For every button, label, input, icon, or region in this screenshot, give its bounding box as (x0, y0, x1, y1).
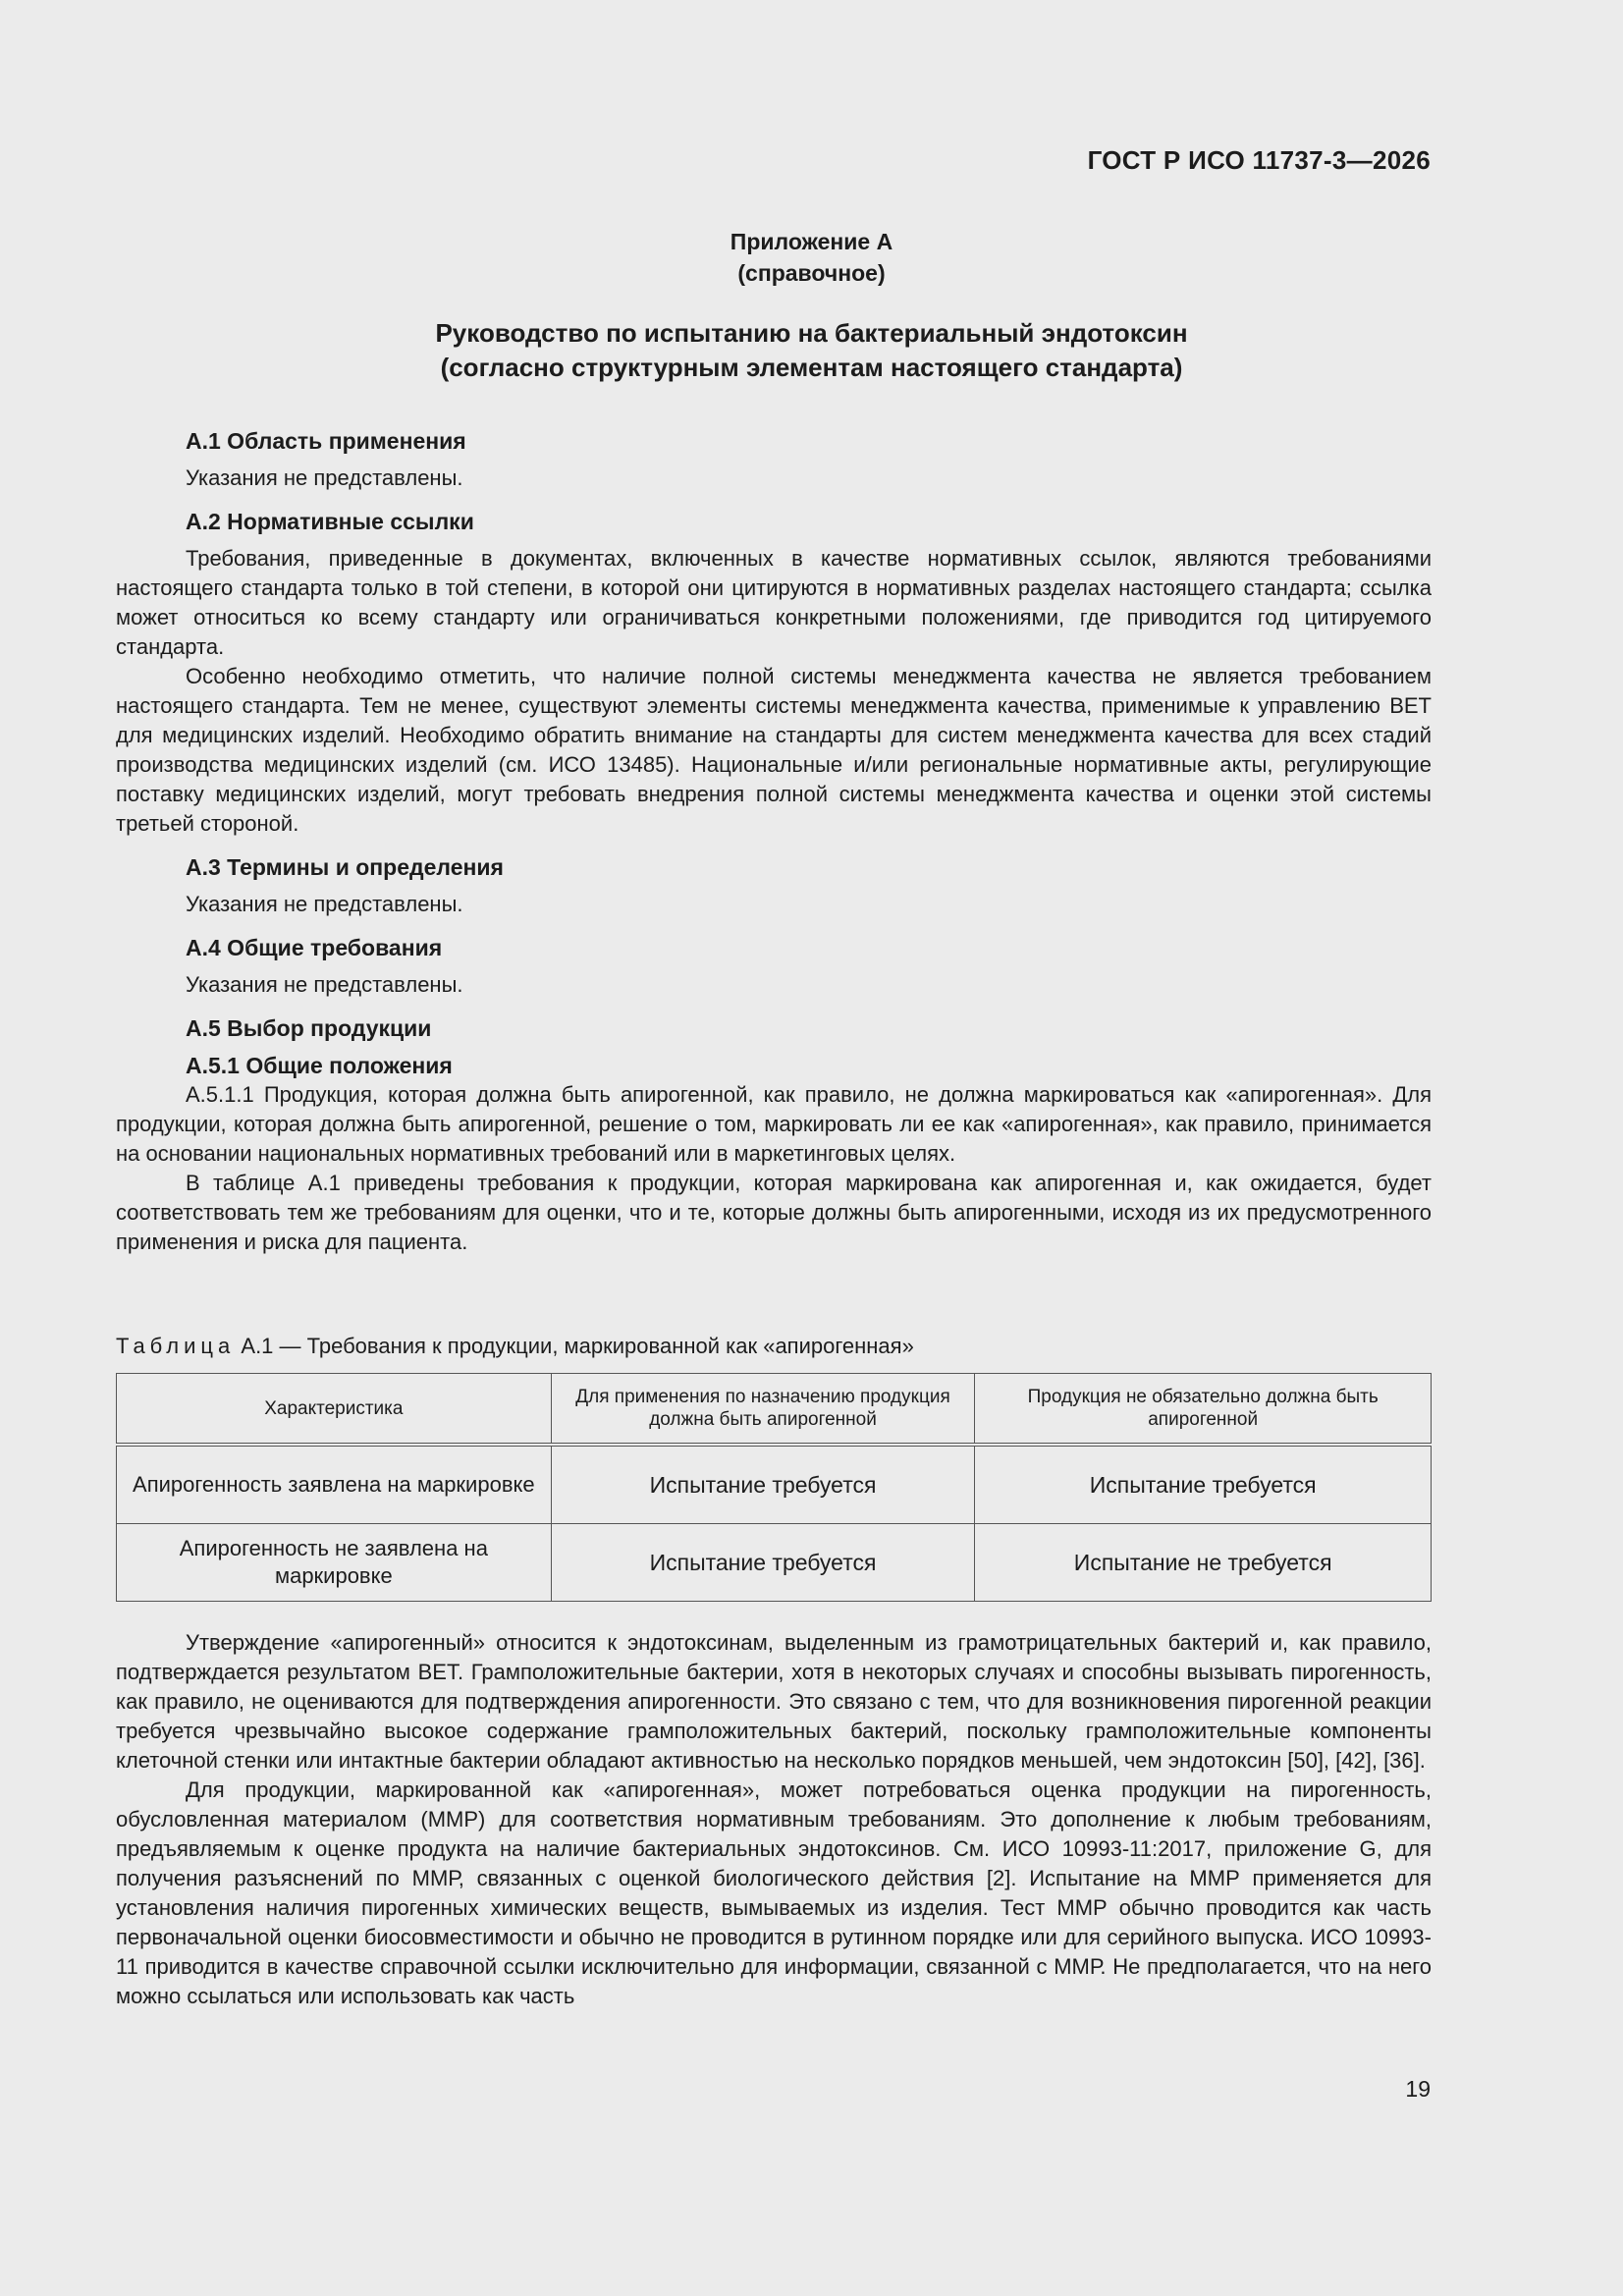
table-caption (116, 1332, 914, 1361)
appendix-label: Приложение А (730, 229, 893, 254)
table-header-row (117, 1374, 1432, 1446)
requirements-table (116, 1373, 1432, 1602)
document-code: ГОСТ Р ИСО 11737-3—2026 (1087, 145, 1431, 175)
table-caption-prefix: Таблица (116, 1334, 236, 1358)
section-text-a4: Указания не представлены. (186, 972, 463, 997)
table-cell: Испытание требуется (975, 1445, 1432, 1524)
paragraph-after-table-2: Для продукции, маркированной как «апирогенная», может потребоваться оценка продукции на пирогенность, обусловленная материалом (ММР) для соответствия нормативным требованиям. Это дополнение к любым требованиям, предъявляемым к оценке продукта на наличие бактериальных эндотоксинов. См. ИСО 10993-11:2017, приложение G, для получения разъяснений по ММР, связанных с оценкой биологического действия [2]. Испытание на ММР применяется для установления наличия пирогенных химических веществ, вымываемых из изделия. Тест ММР обычно проводится как часть первоначальной оценки биосовместимости и обычно не проводится в рутинном порядке или для серийного выпуска. ИСО 10993-11 приводится в качестве справочной ссылки исключительно для информации, связанной с ММР. Не предполагается, что на него можно ссылаться или использовать как часть (116, 1777, 1432, 2008)
section-text-a3: Указания не представлены. (186, 892, 463, 916)
appendix-title (0, 316, 1623, 385)
section-text-a1: Указания не представлены. (186, 465, 463, 490)
table-cell: Испытание не требуется (975, 1524, 1432, 1602)
section-heading-a4: А.4 Общие требования (186, 935, 443, 960)
section-heading-a5-1: А.5.1 Общие положения (186, 1053, 453, 1078)
table-cell: Апирогенность заявлена на маркировке (117, 1445, 552, 1524)
table-header-cell: Для применения по назначению продукция должна быть апирогенной (551, 1374, 975, 1446)
section-heading-a1: А.1 Область применения (186, 428, 466, 454)
main-body (116, 426, 1432, 1257)
section-paragraph-a5-1-1: А.5.1.1 Продукция, которая должна быть апирогенной, как правило, не должна маркироваться как «апирогенная». Для продукции, которая должна быть апирогенной, решение о том, маркировать ли ее как «апирогенная», как правило, принимается на основании национальных нормативных требований или в маркетинговых целях. (116, 1082, 1432, 1166)
section-heading-a5: А.5 Выбор продукции (186, 1015, 432, 1041)
section-heading-a3: А.3 Термины и определения (186, 854, 504, 880)
table-row (117, 1524, 1432, 1602)
table-header-cell: Продукция не обязательно должна быть апирогенной (975, 1374, 1432, 1446)
table-caption-text: А.1 — Требования к продукции, маркированной как «апирогенная» (241, 1334, 914, 1358)
appendix-label-block (0, 226, 1623, 289)
page-number: 19 (1405, 2076, 1431, 2102)
table-row (117, 1445, 1432, 1524)
appendix-title-line2: (согласно структурным элементам настоящего стандарта) (440, 353, 1183, 382)
section-paragraph-a5-1-2: В таблице А.1 приведены требования к продукции, которая маркирована как апирогенная и, как ожидается, будет соответствовать тем же требованиям для оценки, что и те, которые должны быть апирогенными, исходя из их предусмотренного применения и риска для пациента. (116, 1171, 1432, 1254)
section-paragraph-a2-2: Особенно необходимо отметить, что наличие полной системы менеджмента качества не является требованием настоящего стандарта. Тем не менее, существуют элементы системы менеджмента качества, применимые к управлению ВЕТ для медицинских изделий. Необходимо обратить внимание на стандарты для систем менеджмента качества для всех стадий производства медицинских изделий (см. ИСО 13485). Национальные и/или региональные нормативные акты, регулирующие поставку медицинских изделий, могут требовать внедрения полной системы менеджмента качества и оценки этой системы третьей стороной. (116, 664, 1432, 836)
section-heading-a2: А.2 Нормативные ссылки (186, 509, 474, 534)
appendix-kind: (справочное) (737, 260, 886, 286)
after-table-body (116, 1628, 1432, 2011)
table-cell: Апирогенность не заявлена на маркировке (117, 1524, 552, 1602)
section-paragraph-a2-1: Требования, приведенные в документах, включенных в качестве нормативных ссылок, являются требованиями настоящего стандарта только в той степени, в которой они цитируются в нормативных разделах настоящего стандарта; ссылка может относиться ко всему стандарту или ограничиваться конкретными положениями, где приводится год цитируемого стандарта. (116, 546, 1432, 659)
paragraph-after-table-1: Утверждение «апирогенный» относится к эндотоксинам, выделенным из грамотрицательных бактерий и, как правило, подтверждается результатом ВЕТ. Грамположительные бактерии, хотя в некоторых случаях и способны вызывать пирогенность, как правило, не оцениваются для подтверждения апирогенности. Это связано с тем, что для возникновения пирогенной реакции требуется чрезвычайно высокое содержание грамположительных бактерий, поскольку грамположительные компоненты клеточной стенки или интактные бактерии обладают активностью на несколько порядков меньшей, чем эндотоксин [50], [42], [36]. (116, 1630, 1432, 1773)
appendix-title-line1: Руководство по испытанию на бактериальный эндотоксин (435, 318, 1188, 348)
table-cell: Испытание требуется (551, 1524, 975, 1602)
table-cell: Испытание требуется (551, 1445, 975, 1524)
table-header-cell: Характеристика (117, 1374, 552, 1446)
